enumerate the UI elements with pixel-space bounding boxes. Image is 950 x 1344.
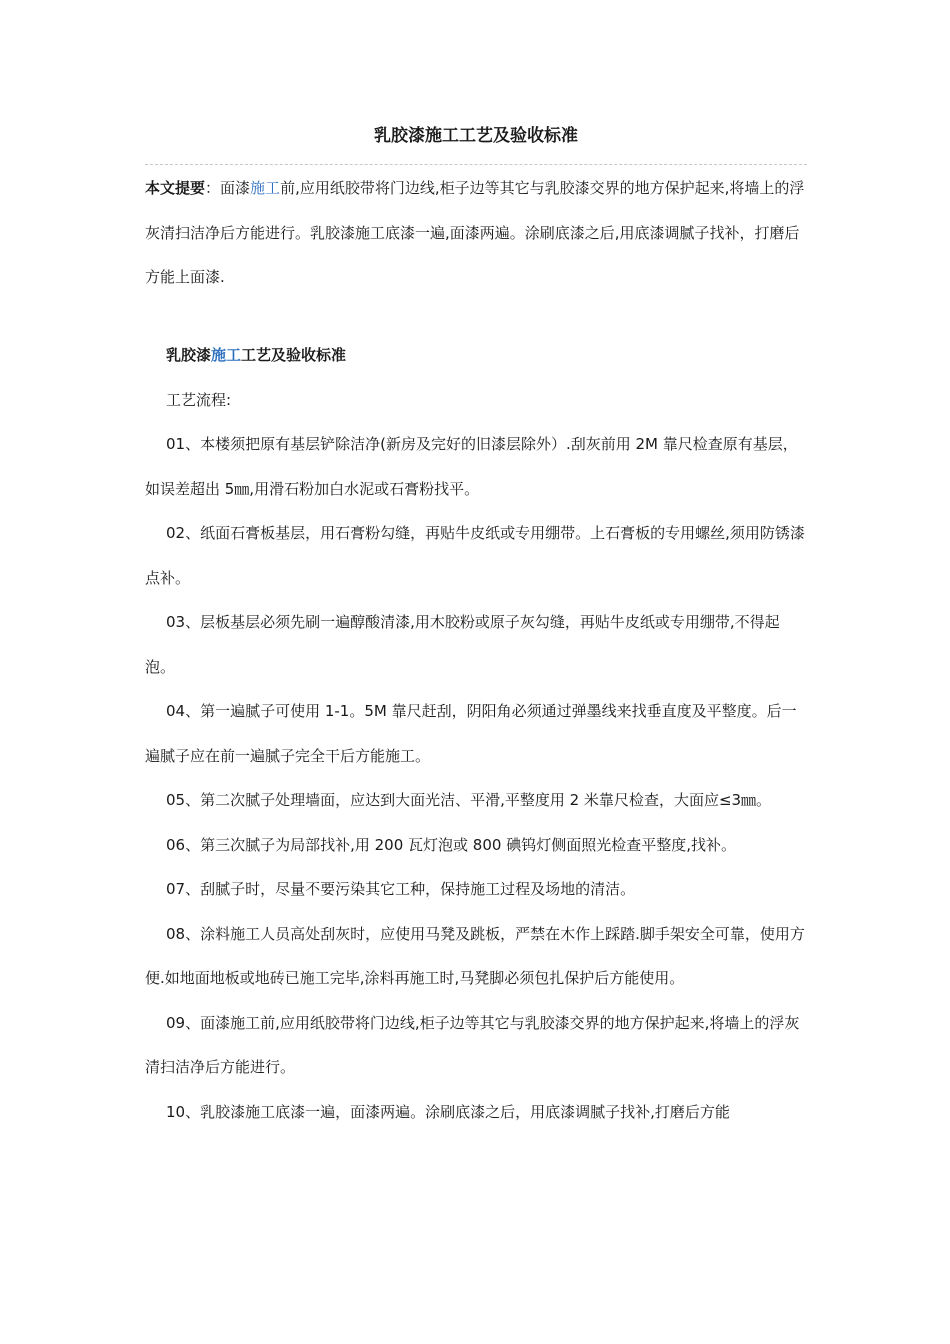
step-paragraph: 05、第二次腻子处理墙面，应达到大面光洁、平滑,平整度用 2 米靠尺检查，大面应≤3㎜。: [166, 791, 772, 809]
title-divider: [145, 164, 807, 165]
summary-text-pre: 面漆: [220, 179, 251, 197]
step-paragraph: 02、纸面石膏板基层，用石膏粉勾缝，再贴牛皮纸或专用绷带。上石膏板的专用螺丝,须用防锈漆点补。: [145, 524, 805, 587]
summary-text-post: 前,应用纸胶带将门边线,柜子边等其它与乳胶漆交界的地方保护起来,将墙上的浮灰清扫洁净后方能进行。乳胶漆施工底漆一遍,面漆两遍。涂刷底漆之后,用底漆调腻子找补，打磨后方能上面漆.: [145, 179, 805, 286]
summary-paragraph: [145, 166, 807, 300]
summary-label: 本文提要: [145, 179, 206, 197]
section-title-link-construction[interactable]: 施工: [211, 346, 242, 364]
summary-link-construction[interactable]: 施工: [250, 179, 281, 197]
process-label: 工艺流程:: [166, 390, 232, 409]
step-paragraph: 04、第一遍腻子可使用 1-1。5M 靠尺赶刮，阴阳角必须通过弹墨线来找垂直度及平整度。后一遍腻子应在前一遍腻子完全干后方能施工。: [145, 702, 797, 765]
section-title-pre: 乳胶漆: [166, 346, 212, 364]
step-paragraph: 01、本楼须把原有基层铲除洁净(新房及完好的旧漆层除外）.刮灰前用 2M 靠尺检查原有基层，如误差超出 5㎜,用滑石粉加白水泥或石膏粉找平。: [145, 435, 798, 498]
step-paragraph: 09、面漆施工前,应用纸胶带将门边线,柜子边等其它与乳胶漆交界的地方保护起来,将墙上的浮灰清扫洁净后方能进行。: [145, 1013, 800, 1076]
step-paragraph: 07、刮腻子时，尽量不要污染其它工种，保持施工过程及场地的清洁。: [166, 880, 636, 898]
section-title: [145, 333, 807, 378]
step-paragraph: 03、层板基层必须先刷一遍醇酸清漆,用木胶粉或原子灰勾缝，再贴牛皮纸或专用绷带,不得起泡。: [145, 613, 780, 676]
step-paragraph: 08、涂料施工人员高处刮灰时，应使用马凳及跳板，严禁在木作上踩踏.脚手架安全可靠，使用方便.如地面地板或地砖已施工完毕,涂料再施工时,马凳脚必须包扎保护后方能使用。: [145, 924, 805, 987]
article-body: [145, 333, 807, 1134]
document-title: 乳胶漆施工工艺及验收标准: [374, 126, 578, 146]
step-paragraph: 06、第三次腻子为局部找补,用 200 瓦灯泡或 800 碘钨灯侧面照光检查平整度,找补。: [166, 835, 736, 854]
step-paragraph: 10、乳胶漆施工底漆一遍，面漆两遍。涂刷底漆之后，用底漆调腻子找补,打磨后方能: [166, 1102, 730, 1121]
summary-colon: ：: [205, 179, 221, 197]
section-title-post: 工艺及验收标准: [241, 346, 347, 364]
